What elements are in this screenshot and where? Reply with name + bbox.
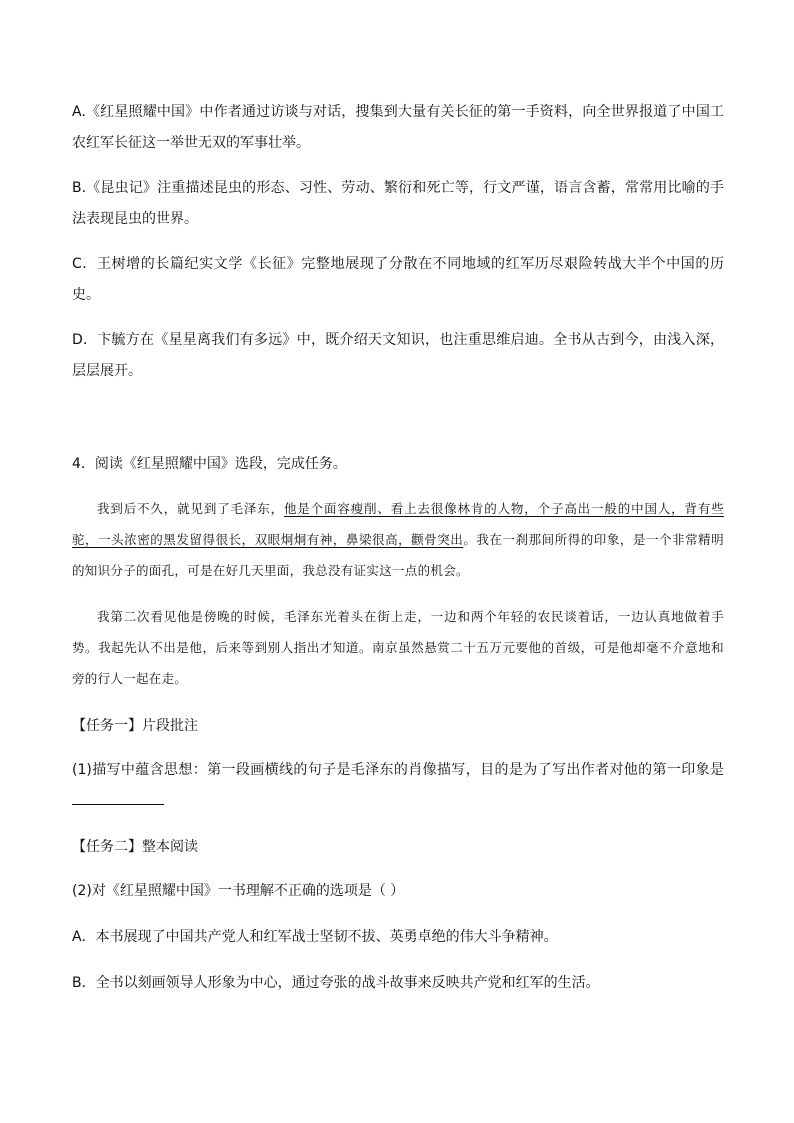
task1-title: 【任务一】片段批注 [72, 718, 198, 734]
task1-question-text: (1)描写中蕴含思想：第一段画横线的句子是毛泽东的肖像描写，目的是为了写出作者对他的第一印象是 [72, 762, 724, 778]
task2-question: (2)对《红星照耀中国》一书理解不正确的选项是（ ） [72, 883, 405, 899]
passage-1-end: 。我在一刹那间所得的印象，是一个非常精明的知识分子的面孔，可是在好几天里面，我总没有证实这一点的机会。 [72, 532, 724, 578]
passage-1-underlined: 他是个面容瘦削、看上去很像林肯的人物，个子高出一般的中国人，背有些驼，一头浓密的黑发留得很长，双眼炯炯有神，鼻梁很高，颧骨突出 [72, 501, 725, 547]
task1-question [72, 755, 724, 817]
task2-title: 【任务二】整本阅读 [72, 839, 198, 855]
answer-blank[interactable] [72, 788, 164, 805]
q3-option-c: C．王树增的长篇纪实文学《长征》完整地展现了分散在不同地域的红军历尽艰险转战大半个中国的历史。 [72, 256, 724, 303]
passage-paragraph-2: 我第二次看见他是傍晚的时候，毛泽东光着头在街上走，一边和两个年轻的农民谈着话，一边认真地做着手势。我起先认不出是他，后来等到别人指出才知道。南京虽然悬赏二十五万元要他的首级，可是他却毫不介意地和旁的行人一起在走。 [72, 609, 724, 686]
task2-option-b: B．全书以刻画领导人形象为中心，通过夸张的战斗故事来反映共产党和红军的生活。 [72, 975, 600, 991]
passage-paragraph-1 [72, 493, 724, 586]
task2-option-a: A．本书展现了中国共产党人和红军战士坚韧不拔、英勇卓绝的伟大斗争精神。 [72, 929, 558, 945]
passage-1-start: 我到后不久，就见到了毛泽东， [97, 501, 284, 516]
q3-option-a: A.《红星照耀中国》中作者通过访谈与对话，搜集到大量有关长征的第一手资料，向全世界报道了中国工农红军长征这一举世无双的军事壮举。 [72, 104, 724, 151]
q3-option-b: B.《昆虫记》注重描述昆虫的形态、习性、劳动、繁衍和死亡等，行文严谨，语言含蓄，常常用比喻的手法表现昆虫的世界。 [72, 180, 724, 227]
q4-stem: 4．阅读《红星照耀中国》选段，完成任务。 [72, 456, 347, 472]
q3-option-d: D．卞毓方在《星星离我们有多远》中，既介绍天文知识，也注重思维启迪。全书从古到今，由浅入深，层层展开。 [72, 332, 724, 379]
